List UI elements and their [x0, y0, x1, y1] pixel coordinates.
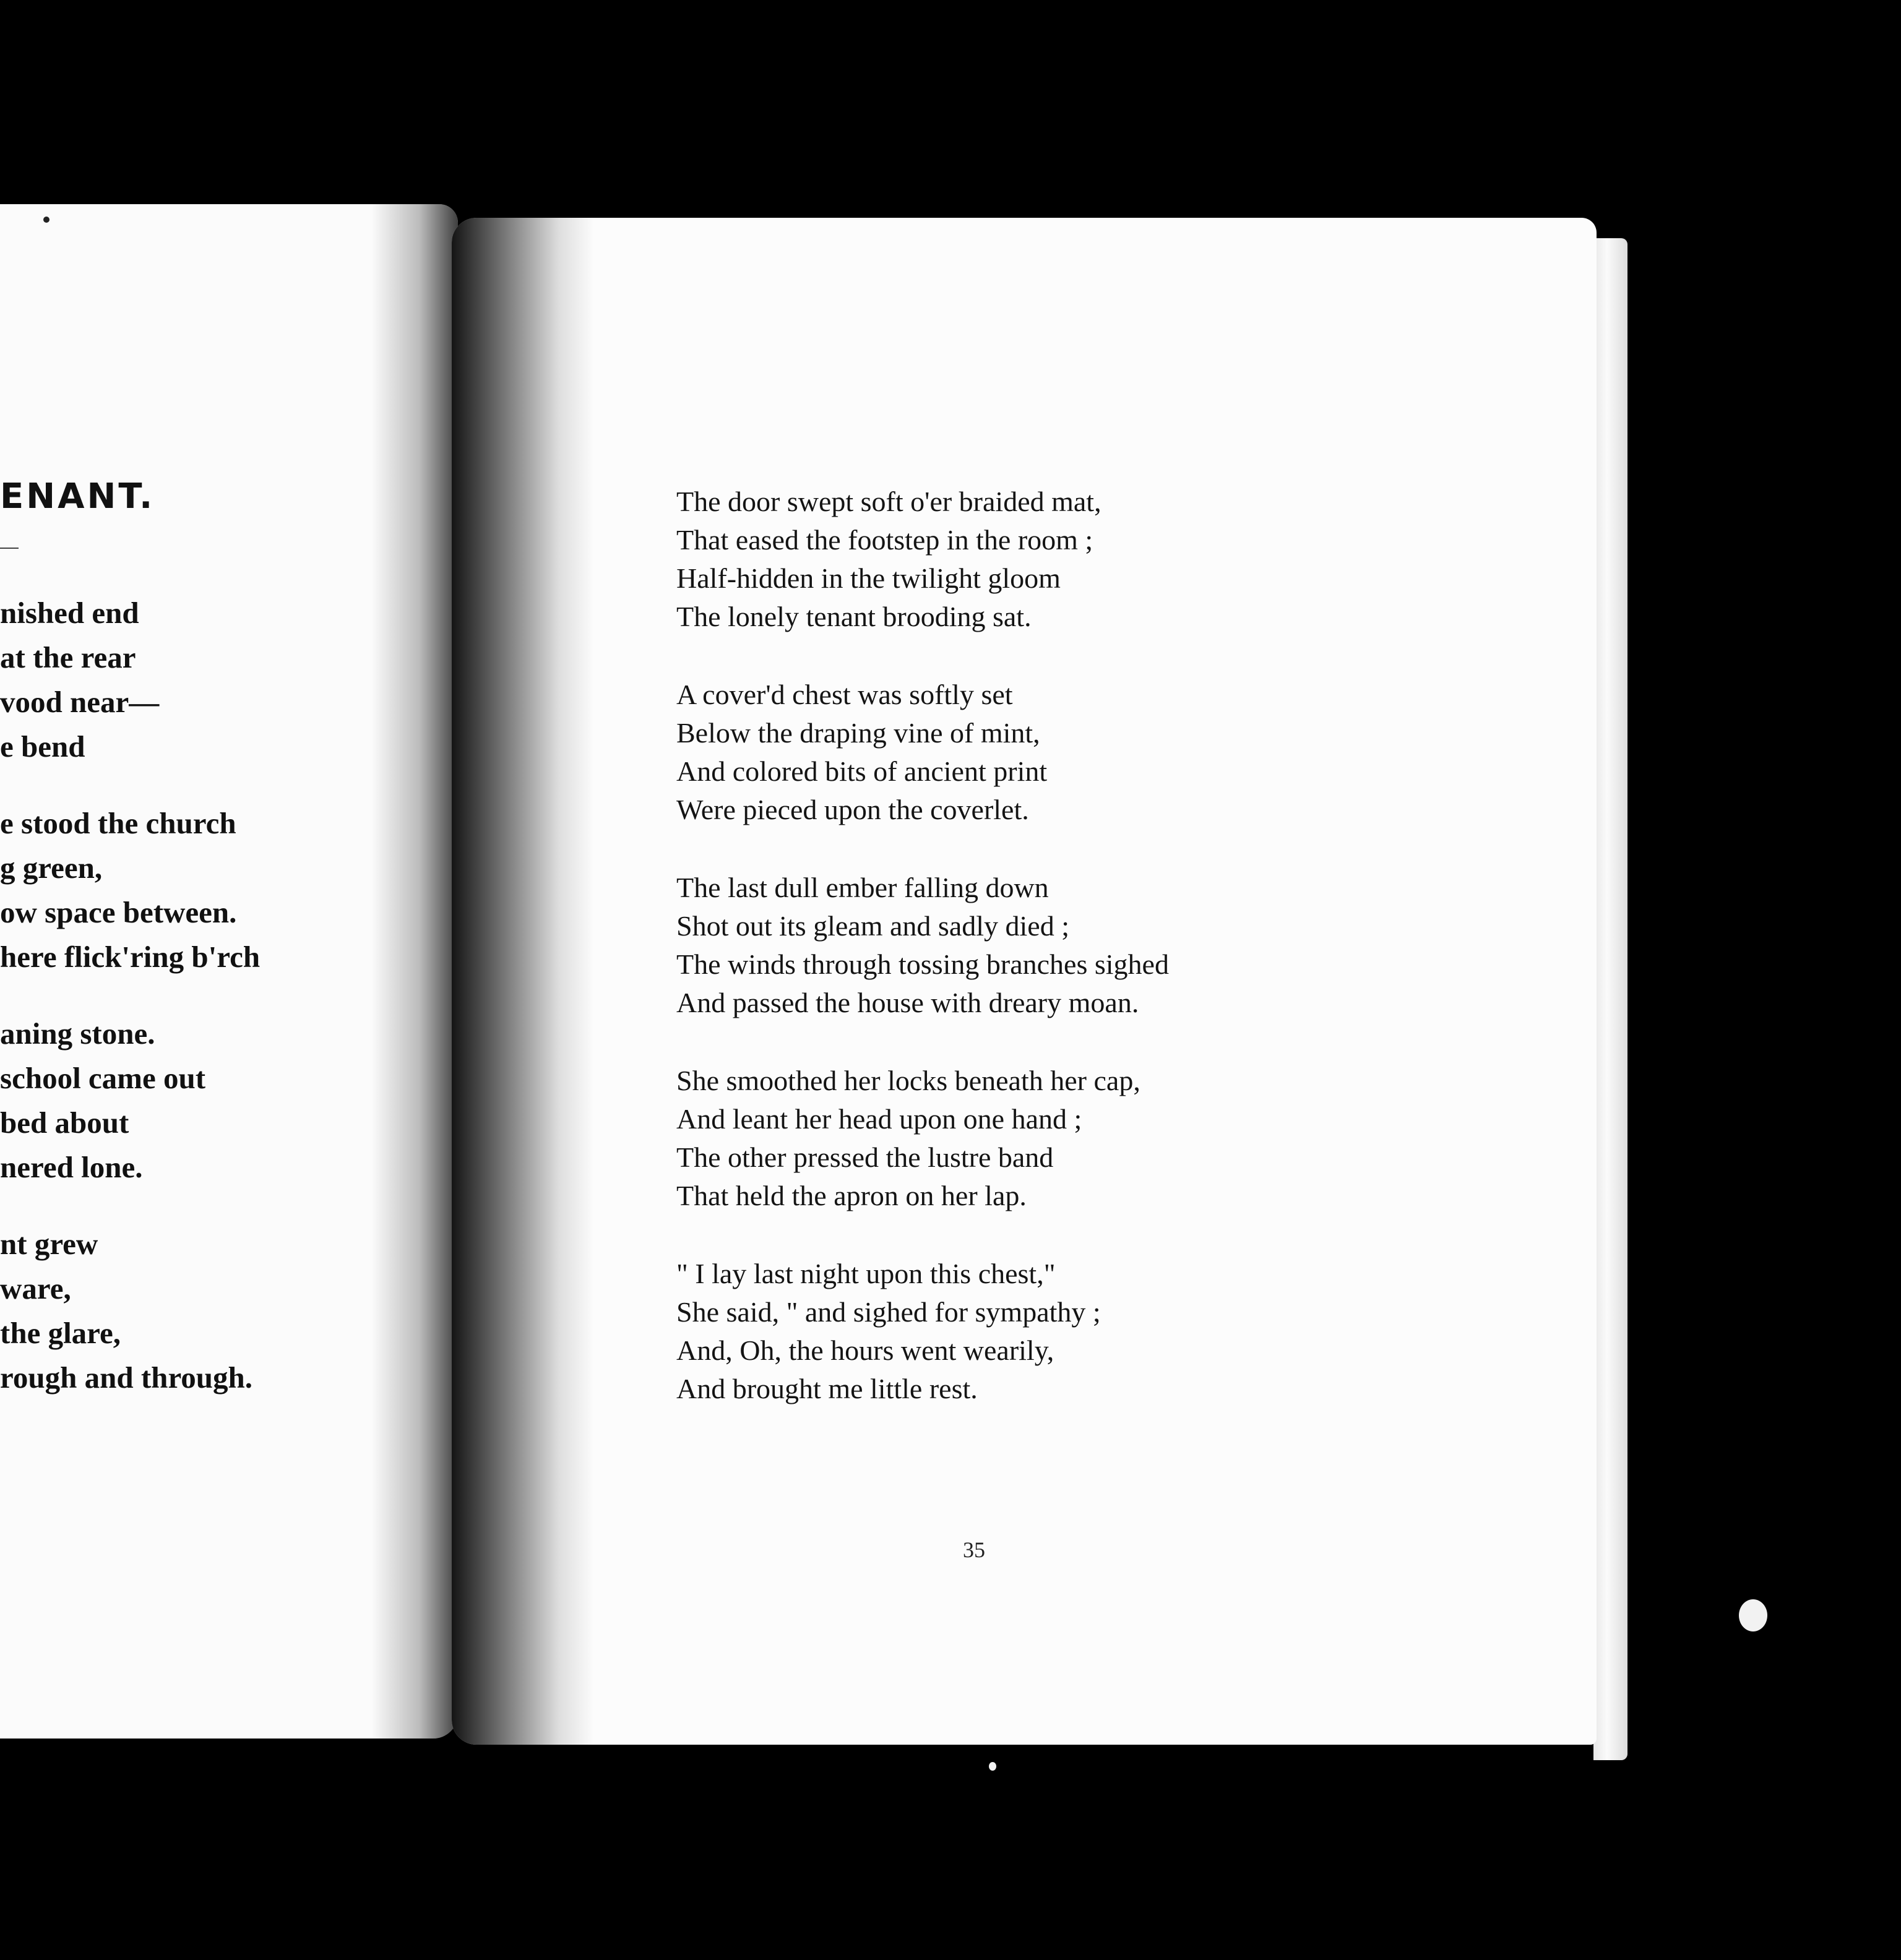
- verse-line: She smoothed her locks beneath her cap,: [676, 1065, 1140, 1096]
- verse-line: The last dull ember falling down: [676, 872, 1049, 903]
- left-verse-line: e bend: [0, 729, 85, 763]
- verse-line: Half-hidden in the twilight gloom: [676, 562, 1061, 594]
- left-verse-line: nished end: [0, 596, 139, 630]
- stanza: [676, 1062, 1169, 1215]
- left-verse-line: e stood the church: [0, 806, 236, 840]
- stanza: [676, 676, 1169, 829]
- page-number: 35: [963, 1537, 985, 1562]
- left-verse-line: ow space between.: [0, 895, 237, 929]
- verse-line: Were pieced upon the coverlet.: [676, 794, 1029, 825]
- verse-line: And colored bits of ancient print: [676, 755, 1048, 787]
- verse-line: The lonely tenant brooding sat.: [676, 601, 1032, 632]
- left-stanza: [0, 801, 260, 979]
- left-verse-line: aning stone.: [0, 1017, 155, 1051]
- verse-line: The door swept soft o'er braided mat,: [676, 486, 1101, 517]
- left-verse-line: nered lone.: [0, 1150, 143, 1184]
- left-verse-line: school came out: [0, 1061, 206, 1095]
- verse-line: That eased the footstep in the room ;: [676, 524, 1093, 556]
- stanza: [676, 483, 1169, 636]
- left-verse-line: the glare,: [0, 1316, 121, 1350]
- page-edge-stack: [1593, 238, 1627, 1760]
- left-verse-line: here flick'ring b'rch: [0, 940, 261, 974]
- verse-line: Below the draping vine of mint,: [676, 717, 1040, 749]
- verse-line: And brought me little rest.: [676, 1373, 978, 1404]
- dust-speck: [989, 1762, 996, 1771]
- verse-line: Shot out its gleam and sadly died ;: [676, 910, 1069, 942]
- left-stanza: [0, 1012, 260, 1190]
- left-stanza: [0, 1222, 260, 1400]
- verse-line: And leant her head upon one hand ;: [676, 1103, 1082, 1135]
- poem-title: ENANT.: [0, 476, 155, 517]
- verse-line: The winds through tossing branches sighed: [676, 948, 1169, 980]
- stanza: [676, 1255, 1169, 1408]
- dust-speck: [43, 217, 50, 223]
- verse-line: And, Oh, the hours went wearily,: [676, 1335, 1054, 1366]
- left-verse-line: rough and through.: [0, 1360, 253, 1395]
- left-verse-line: ware,: [0, 1271, 71, 1305]
- dust-speck: [1739, 1599, 1767, 1631]
- verse-line: And passed the house with dreary moan.: [676, 987, 1139, 1018]
- title-rule: [0, 548, 19, 549]
- left-verse-line: g green,: [0, 851, 103, 885]
- left-verse-line: nt grew: [0, 1227, 98, 1261]
- left-verse-line: vood near—: [0, 685, 160, 719]
- left-verse-line: at the rear: [0, 640, 136, 674]
- verse-line: She said, " and sighed for sympathy ;: [676, 1296, 1101, 1328]
- right-poem: [676, 483, 1169, 1448]
- left-verse-line: bed about: [0, 1106, 129, 1140]
- left-page: [0, 204, 458, 1739]
- verse-line: " I lay last night upon this chest,": [676, 1258, 1056, 1289]
- left-stanza: [0, 591, 260, 769]
- verse-line: The other pressed the lustre band: [676, 1141, 1054, 1173]
- verse-line: A cover'd chest was softly set: [676, 679, 1013, 710]
- verse-line: That held the apron on her lap.: [676, 1180, 1027, 1211]
- stanza: [676, 869, 1169, 1022]
- left-poem: [0, 591, 260, 1432]
